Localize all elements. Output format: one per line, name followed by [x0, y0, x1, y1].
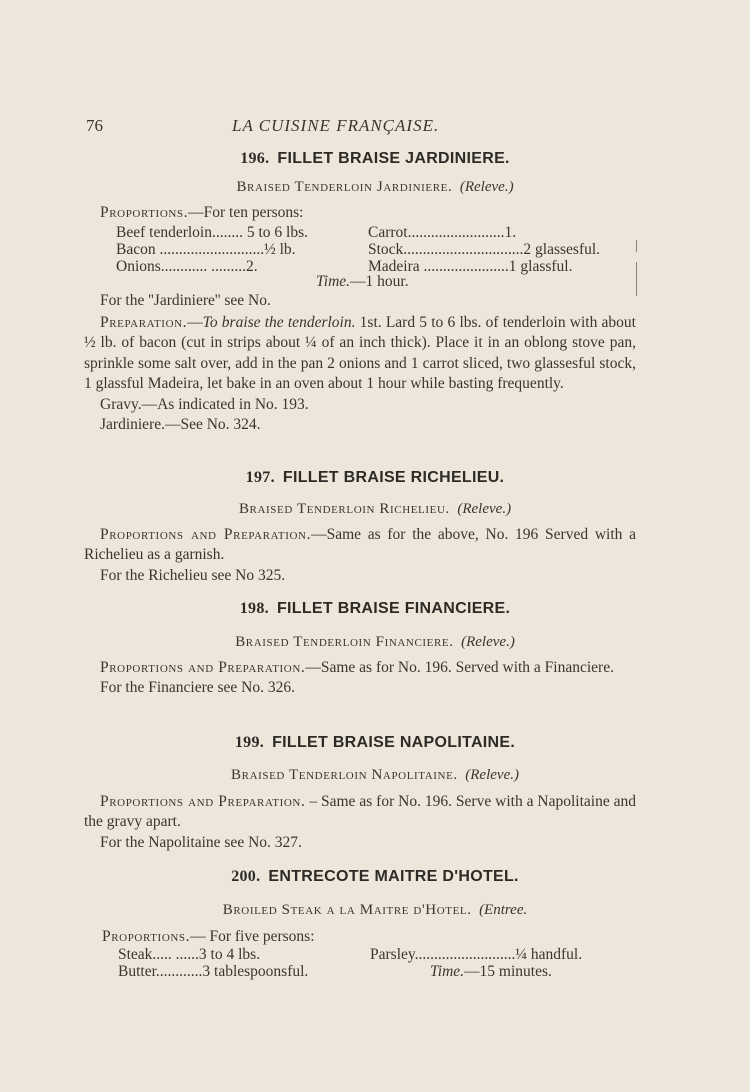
see-reference: For the ''Jardiniere'' see No.: [100, 292, 271, 309]
english-name: Braised Tenderloin Financiere.: [235, 634, 454, 650]
page-number: 76: [86, 116, 103, 135]
recipe-197-heading: [0, 469, 750, 487]
preparation-paragraph: [84, 792, 636, 853]
cooking-time: [430, 963, 552, 981]
ingredient: Steak..... ......3 to 4 lbs.: [118, 946, 261, 963]
proportions-label: Proportions.: [100, 204, 189, 221]
course-tag: (Releve.): [457, 501, 512, 517]
recipe-number: 200.: [231, 868, 261, 885]
ingredient: Beef tenderloin........ 5 to 6 lbs.: [116, 224, 308, 241]
preparation-label: Preparation.: [100, 314, 188, 331]
recipe-200-subtitle: [0, 902, 750, 919]
recipe-198-subtitle: [0, 634, 750, 651]
recipe-196-heading: [0, 150, 750, 168]
proportions-label: Proportions and Preparation.: [100, 793, 306, 810]
running-header: [86, 116, 646, 140]
ingredient: Madeira ......................1 glassful.: [368, 258, 573, 275]
see-reference: For the Napolitaine see No. 327.: [100, 833, 302, 851]
proportions-label: Proportions.: [102, 928, 191, 945]
proportions-label: Proportions and Preparation.: [100, 659, 306, 676]
proportions-text: — For five persons:: [190, 928, 315, 945]
ingredient: Butter............3 tablespoonsful.: [118, 963, 309, 980]
english-name: Braised Tenderloin Napolitaine.: [231, 767, 458, 783]
ingredient: Parsley..........................¼ handful.: [370, 946, 583, 963]
jardiniere-line: Jardiniere.—See No. 324.: [100, 416, 261, 434]
time-label: Time.: [430, 963, 465, 980]
recipe-title: FILLET BRAISE FINANCIERE.: [276, 600, 511, 617]
recipe-198-heading: [0, 600, 750, 618]
proportions-label: Proportions and Preparation.: [100, 526, 312, 543]
ingredient: Bacon ...........................½ lb.: [116, 241, 296, 258]
recipe-197-subtitle: [0, 501, 750, 518]
preparation-text: 1st. Lard 5 to 6 lbs. of tenderloin with about ½ lb. of bacon (cut in strips about ¼ of an inch thick). Place it in an oblong stove pan, sprinkle some salt over, add in the pan 2 onions and 1 carrot sliced, two glassesful stock, 1 glassful Madeira, let bake in an oven about 1 hour while basting frequently.: [84, 314, 636, 393]
proportions-text: —For ten persons:: [188, 204, 304, 221]
preparation-paragraph: [84, 658, 636, 699]
recipe-number: 198.: [239, 600, 269, 617]
time-value: —15 minutes.: [464, 963, 552, 980]
course-tag: (Releve.): [465, 767, 519, 783]
margin-mark: [636, 240, 637, 252]
ingredient: Carrot.........................1.: [368, 224, 517, 241]
proportions-line: [100, 204, 304, 222]
time-value: —1 hour.: [350, 273, 409, 290]
proportions-line: [102, 928, 315, 946]
preparation-text: —Same as for No. 196. Served with a Financiere.: [305, 659, 614, 676]
preparation-italic: To braise the tenderloin.: [202, 314, 356, 331]
recipe-title: FILLET BRAISE RICHELIEU.: [282, 469, 505, 486]
english-name: Broiled Steak a la Maitre d'Hotel.: [222, 902, 472, 918]
course-tag: (Releve.): [459, 179, 514, 195]
course-tag: (Entree.: [479, 902, 528, 918]
ingredient: Stock...............................2 glassesful.: [368, 241, 601, 258]
english-name: Braised Tenderloin Richelieu.: [238, 501, 450, 517]
see-reference: For the Financiere see No. 326.: [100, 679, 295, 697]
preparation-text: —Same as for the above, No. 196 Served with a Richelieu as a garnish.: [84, 526, 637, 564]
dash: —: [187, 314, 203, 331]
recipe-196-subtitle: [0, 179, 750, 196]
recipe-title: FILLET BRAISE NAPOLITAINE.: [272, 734, 516, 751]
recipe-199-subtitle: [0, 767, 750, 784]
course-tag: (Releve.): [461, 634, 515, 650]
gravy-line: Gravy.—As indicated in No. 193.: [100, 395, 309, 413]
recipe-200-heading: [0, 868, 750, 886]
recipe-number: 197.: [245, 469, 275, 486]
running-title: LA CUISINE FRANÇAISE.: [232, 116, 440, 135]
margin-mark: [636, 262, 637, 296]
see-reference: For the Richelieu see No 325.: [100, 566, 286, 584]
preparation-text: – Same as for No. 196. Serve with a Napolitaine and the gravy apart.: [84, 793, 636, 831]
recipe-title: ENTRECOTE MAITRE D'HOTEL.: [268, 868, 519, 885]
recipe-number: 196.: [240, 150, 270, 167]
time-label: Time.: [316, 273, 351, 290]
preparation-paragraph: [84, 313, 636, 435]
cooking-time: [316, 273, 409, 291]
recipe-title: FILLET BRAISE JARDINIERE.: [277, 150, 510, 167]
preparation-paragraph: [84, 525, 636, 586]
english-name: Braised Tenderloin Jardiniere.: [236, 179, 453, 195]
ingredient: Onions............ .........2.: [116, 258, 258, 275]
recipe-number: 199.: [234, 734, 265, 751]
recipe-199-heading: [0, 734, 750, 752]
